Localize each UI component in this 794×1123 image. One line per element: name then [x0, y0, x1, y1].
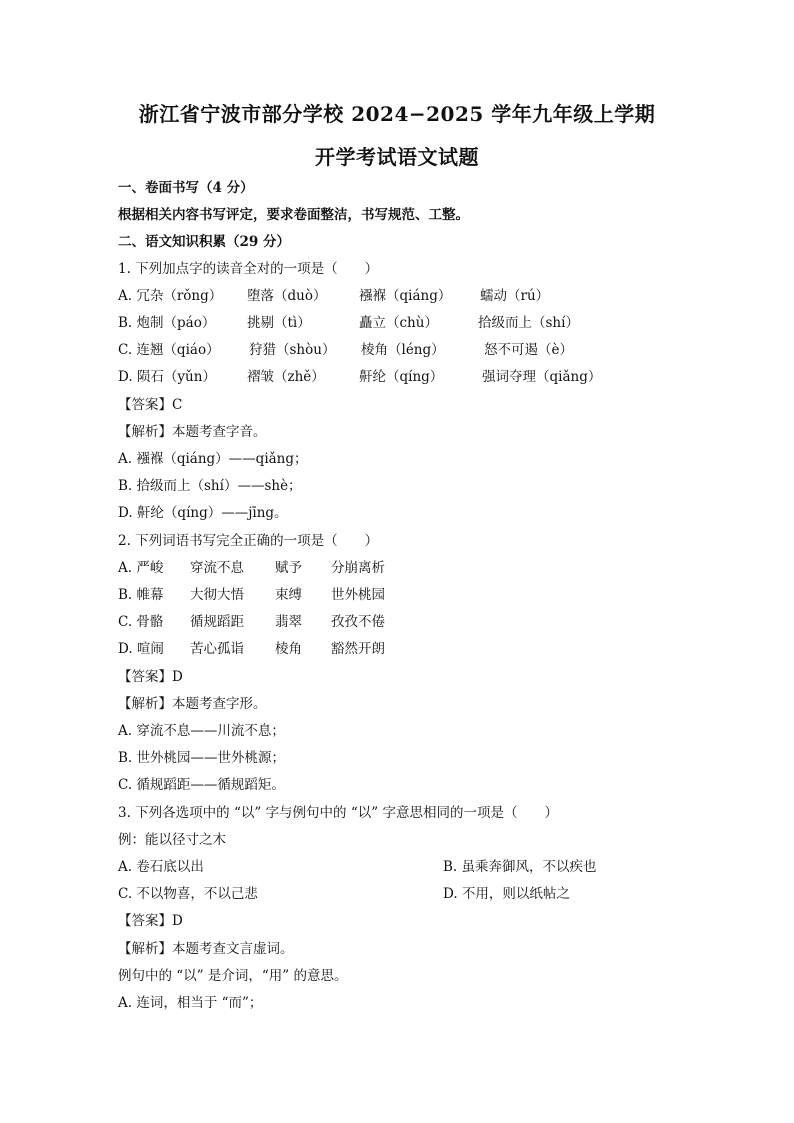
q3-analysis-1: 【解析】本题考查文言虚词。: [118, 941, 294, 957]
q2-option-b-3: 束缚: [275, 587, 302, 603]
q1-option-d-3: 鼾纶（qíng）: [359, 369, 444, 385]
q2-answer: 【答案】D: [118, 669, 183, 685]
q2-option-d-4: 豁然开朗: [331, 641, 385, 657]
q1-analysis-1: 【解析】本题考查字音。: [118, 424, 267, 440]
q2-option-a-1: A. 严峻: [118, 560, 164, 576]
q2-analysis-4: C. 循规蹈距——循规蹈矩。: [118, 777, 285, 793]
q2-option-c-2: 循规蹈距: [190, 614, 244, 630]
q1-option-d-4: 强词夺理（qiǎng）: [482, 369, 602, 385]
q3-answer: 【答案】D: [118, 913, 183, 929]
q1-option-c-2: 狩猎（shòu）: [249, 342, 336, 358]
q1-option-d-2: 褶皱（zhě）: [247, 369, 325, 385]
q2-option-c-3: 翡翠: [275, 614, 302, 630]
q3-analysis-2: 例句中的 “以” 是介词，“用” 的意思。: [118, 968, 348, 984]
q1-option-a-4: 蠕动（rú）: [480, 288, 550, 304]
q3-stem: 3. 下列各选项中的 “以” 字与例句中的 “以” 字意思相同的一项是（ ）: [118, 805, 558, 821]
q1-option-c-4: 怒不可遏（è）: [484, 342, 573, 358]
q3-example: 例：能以径寸之木: [118, 832, 226, 848]
q1-option-a-1: A. 冗杂（rǒng）: [118, 288, 223, 304]
q1-analysis-4: D. 鼾纶（qíng）——jīng。: [118, 505, 288, 521]
q1-option-d-1: D. 陨石（yǔn）: [118, 369, 216, 385]
q2-option-a-4: 分崩离析: [331, 560, 385, 576]
document-title-line2: 开学考试语文试题: [315, 145, 479, 169]
q3-option-b: B. 虽乘奔御风，不以疾也: [443, 859, 597, 875]
q2-option-b-2: 大彻大悟: [190, 587, 244, 603]
q2-option-c-4: 孜孜不倦: [331, 614, 385, 630]
q2-option-b-1: B. 帷幕: [118, 587, 164, 603]
q1-answer: 【答案】C: [118, 397, 183, 413]
q3-option-d: D. 不用，则以纸帖之: [443, 886, 570, 902]
q1-stem: 1. 下列加点字的读音全对的一项是（ ）: [118, 261, 379, 277]
q2-option-c-1: C. 骨骼: [118, 614, 164, 630]
q1-option-b-3: 矗立（chù）: [359, 315, 438, 331]
q2-option-a-3: 赋予: [275, 560, 302, 576]
q2-analysis-2: A. 穿流不息——川流不息；: [118, 723, 285, 739]
q2-analysis-3: B. 世外桃园——世外桃源；: [118, 750, 286, 766]
q1-analysis-2: A. 襁褓（qiáng）——qiǎng；: [118, 451, 308, 467]
document-title-line1: 浙江省宁波市部分学校 2024−2025 学年九年级上学期: [138, 102, 656, 126]
section1-instruction: 根据相关内容书写评定，要求卷面整洁，书写规范、工整。: [118, 207, 469, 223]
q1-option-a-3: 襁褓（qiáng）: [359, 288, 452, 304]
q2-option-d-3: 棱角: [275, 641, 302, 657]
q2-option-d-1: D. 喧闹: [118, 641, 164, 657]
q1-option-c-3: 棱角（léng）: [361, 342, 445, 358]
q3-option-c: C. 不以物喜，不以己悲: [118, 886, 258, 902]
q1-option-c-1: C. 连翘（qiáo）: [118, 342, 220, 358]
section2-heading: 二、语文知识积累（29 分）: [118, 234, 290, 250]
section1-heading: 一、卷面书写（4 分）: [118, 180, 254, 196]
q1-analysis-3: B. 拾级而上（shí）——shè；: [118, 478, 302, 494]
q1-option-b-4: 拾级而上（shí）: [478, 315, 579, 331]
q1-option-b-2: 挑剔（tì）: [247, 315, 311, 331]
q2-option-b-4: 世外桃园: [331, 587, 385, 603]
q2-option-a-2: 穿流不息: [190, 560, 244, 576]
q1-option-a-2: 堕落（duò）: [247, 288, 327, 304]
q2-analysis-1: 【解析】本题考查字形。: [118, 696, 267, 712]
q2-option-d-2: 苦心孤诣: [190, 641, 244, 657]
q1-option-b-1: B. 炮制（páo）: [118, 315, 216, 331]
q3-analysis-3: A. 连词，相当于 “而”；: [118, 995, 263, 1011]
q2-stem: 2. 下列词语书写完全正确的一项是（ ）: [118, 533, 379, 549]
q3-option-a: A. 卷石底以出: [118, 859, 204, 875]
